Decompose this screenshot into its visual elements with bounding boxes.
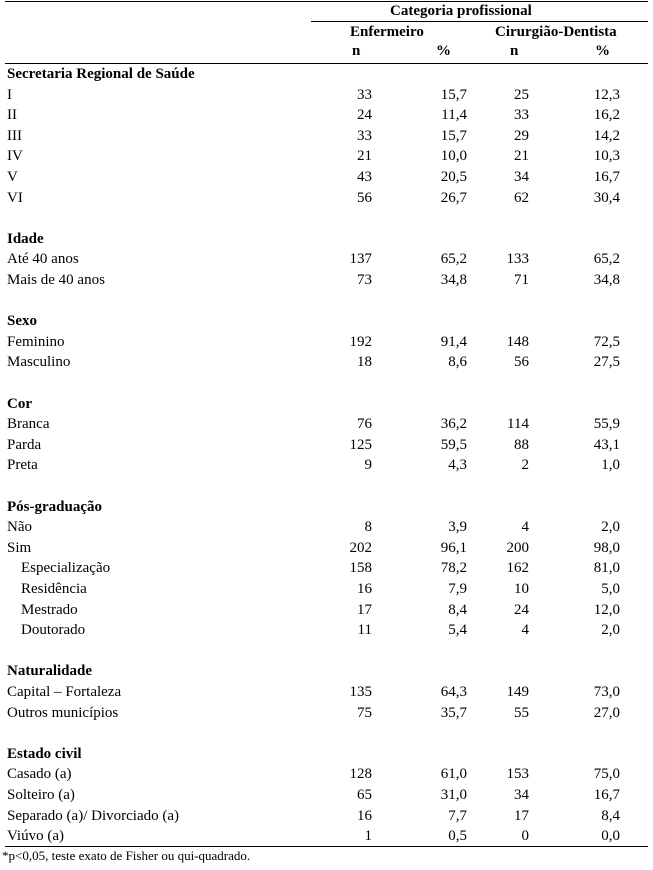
table-row bbox=[5, 332, 648, 353]
cell-n-enfermeiro: 128 bbox=[349, 766, 372, 783]
section-header-row bbox=[5, 497, 648, 518]
cell-pct-enfermeiro: 3,9 bbox=[448, 519, 467, 536]
cell-n-dentista: 114 bbox=[507, 416, 529, 433]
cell-pct-dentista: 10,3 bbox=[593, 148, 620, 165]
section-header-row bbox=[5, 661, 648, 682]
cell-pct-enfermeiro: 36,2 bbox=[440, 416, 467, 433]
spacer-row bbox=[5, 641, 648, 662]
cell-n-dentista: 4 bbox=[521, 519, 529, 536]
row-label: Capital – Fortaleza bbox=[7, 684, 122, 700]
row-label: Separado (a)/ Divorciado (a) bbox=[7, 807, 180, 824]
cell-pct-dentista: 2,0 bbox=[601, 519, 620, 536]
row-label: Parda bbox=[7, 436, 42, 453]
table-row bbox=[5, 352, 648, 373]
table-row bbox=[5, 806, 648, 827]
cell-pct-enfermeiro: 61,0 bbox=[440, 766, 467, 783]
cell-n-dentista: 17 bbox=[514, 807, 529, 824]
cell-n-enfermeiro: 8 bbox=[364, 519, 372, 536]
table-row bbox=[5, 188, 648, 209]
cell-pct-enfermeiro: 15,7 bbox=[440, 86, 467, 103]
cell-pct-enfermeiro: 0,5 bbox=[448, 828, 467, 845]
cell-pct-enfermeiro: 7,9 bbox=[448, 581, 467, 597]
cell-n-enfermeiro: 65 bbox=[357, 787, 372, 803]
cell-n-enfermeiro: 56 bbox=[357, 189, 372, 206]
table-row bbox=[5, 414, 648, 435]
cell-pct-dentista: 72,5 bbox=[593, 333, 620, 350]
section-title: Sexo bbox=[7, 313, 37, 330]
cell-n-dentista: 133 bbox=[506, 251, 529, 268]
cell-pct-enfermeiro: 5,4 bbox=[448, 622, 467, 639]
cell-n-dentista: 10 bbox=[514, 581, 529, 597]
row-label: I bbox=[7, 86, 12, 103]
cell-n-dentista: 21 bbox=[514, 148, 529, 165]
cell-n-enfermeiro: 16 bbox=[357, 807, 372, 824]
cell-n-enfermeiro: 1 bbox=[364, 828, 372, 845]
row-label: Casado (a) bbox=[7, 766, 72, 783]
cell-n-dentista: 34 bbox=[514, 169, 529, 185]
row-label: Solteiro (a) bbox=[7, 787, 75, 803]
table-row bbox=[5, 517, 648, 538]
row-label: V bbox=[7, 169, 18, 185]
column-header-pct-enfermeiro: % bbox=[436, 43, 451, 59]
table-row bbox=[5, 538, 648, 559]
row-label: Sim bbox=[7, 539, 32, 556]
cell-pct-dentista: 8,4 bbox=[601, 807, 620, 824]
section-title: Pós-graduação bbox=[7, 498, 102, 515]
cell-n-dentista: 71 bbox=[514, 272, 529, 288]
cell-pct-dentista: 5,0 bbox=[601, 581, 620, 597]
section-header-row bbox=[5, 394, 648, 415]
cell-pct-enfermeiro: 91,4 bbox=[440, 333, 467, 350]
spacer-row bbox=[5, 208, 648, 229]
cell-pct-dentista: 16,7 bbox=[593, 169, 620, 185]
row-label: Especialização bbox=[21, 560, 111, 577]
cell-n-dentista: 34 bbox=[514, 787, 529, 803]
cell-n-dentista: 200 bbox=[506, 539, 529, 556]
cell-n-dentista: 62 bbox=[514, 189, 529, 206]
column-header-cirurgiao-dentista: Cirurgião-Dentista bbox=[495, 24, 617, 40]
row-label: II bbox=[7, 107, 17, 124]
cell-n-enfermeiro: 17 bbox=[357, 601, 372, 618]
table-row bbox=[5, 249, 648, 270]
cell-pct-enfermeiro: 8,6 bbox=[448, 354, 467, 371]
row-label: Não bbox=[7, 519, 32, 536]
table-row bbox=[5, 270, 648, 291]
section-title: Idade bbox=[7, 230, 44, 247]
cell-pct-dentista: 55,9 bbox=[593, 416, 620, 433]
cell-n-dentista: 25 bbox=[514, 86, 529, 103]
column-header-n-dentista: n bbox=[510, 43, 519, 59]
cell-n-enfermeiro: 75 bbox=[357, 704, 372, 721]
cell-n-enfermeiro: 43 bbox=[357, 169, 372, 185]
bottom-rule bbox=[5, 846, 648, 847]
cell-n-enfermeiro: 202 bbox=[349, 539, 372, 556]
cell-n-dentista: 4 bbox=[521, 622, 529, 639]
cell-n-enfermeiro: 33 bbox=[357, 86, 372, 103]
cell-pct-enfermeiro: 78,2 bbox=[440, 560, 467, 577]
footnote: *p<0,05, teste exato de Fisher ou qui-quadrado. bbox=[2, 848, 251, 863]
cell-n-dentista: 148 bbox=[506, 333, 529, 350]
table-row bbox=[5, 682, 648, 703]
cell-pct-dentista: 12,3 bbox=[593, 86, 620, 103]
cell-pct-dentista: 14,2 bbox=[593, 127, 620, 144]
cell-n-enfermeiro: 33 bbox=[357, 127, 372, 144]
row-label: Feminino bbox=[7, 333, 65, 350]
row-label: Doutorado bbox=[21, 622, 86, 639]
cell-pct-enfermeiro: 34,8 bbox=[440, 272, 467, 288]
table-row bbox=[5, 435, 648, 456]
cell-n-enfermeiro: 73 bbox=[357, 272, 372, 288]
cell-pct-dentista: 1,0 bbox=[601, 457, 620, 474]
cell-pct-dentista: 73,0 bbox=[593, 684, 620, 700]
spacer-row bbox=[5, 723, 648, 744]
cell-pct-dentista: 43,1 bbox=[593, 436, 620, 453]
cell-n-enfermeiro: 125 bbox=[349, 436, 372, 453]
cell-n-dentista: 2 bbox=[521, 457, 529, 474]
cell-pct-dentista: 2,0 bbox=[601, 622, 620, 639]
row-label: IV bbox=[7, 148, 23, 165]
cell-n-dentista: 149 bbox=[506, 684, 529, 700]
cell-n-enfermeiro: 158 bbox=[349, 560, 372, 577]
cell-n-dentista: 153 bbox=[506, 766, 529, 783]
cell-n-enfermeiro: 18 bbox=[357, 354, 372, 371]
cell-pct-enfermeiro: 31,0 bbox=[440, 787, 467, 803]
cell-pct-enfermeiro: 96,1 bbox=[440, 539, 467, 556]
row-label: Residência bbox=[21, 581, 87, 597]
cell-pct-dentista: 16,2 bbox=[593, 107, 620, 124]
cell-pct-dentista: 16,7 bbox=[593, 787, 620, 803]
cell-n-dentista: 0 bbox=[521, 828, 529, 845]
table-row bbox=[5, 146, 648, 167]
cell-pct-dentista: 65,2 bbox=[593, 251, 620, 268]
cell-n-dentista: 24 bbox=[514, 601, 529, 618]
table-row bbox=[5, 558, 648, 579]
cell-pct-dentista: 98,0 bbox=[593, 539, 620, 556]
cell-pct-enfermeiro: 4,3 bbox=[448, 457, 467, 474]
cell-n-dentista: 162 bbox=[506, 560, 529, 577]
table-row bbox=[5, 600, 648, 621]
section-header-row bbox=[5, 744, 648, 765]
cell-pct-dentista: 0,0 bbox=[601, 828, 620, 845]
section-header-row bbox=[5, 229, 648, 250]
cell-n-dentista: 29 bbox=[514, 127, 529, 144]
cell-n-dentista: 88 bbox=[514, 436, 529, 453]
cell-pct-dentista: 27,0 bbox=[593, 704, 620, 721]
cell-pct-enfermeiro: 11,4 bbox=[441, 107, 467, 124]
column-group-header: Categoria profissional bbox=[390, 3, 532, 19]
cell-n-enfermeiro: 192 bbox=[349, 333, 372, 350]
spacer-row bbox=[5, 373, 648, 394]
row-label: Branca bbox=[7, 416, 50, 433]
table-row bbox=[5, 105, 648, 126]
cell-pct-enfermeiro: 15,7 bbox=[440, 127, 467, 144]
row-label: Mestrado bbox=[21, 601, 78, 618]
table-row bbox=[5, 126, 648, 147]
cell-n-dentista: 56 bbox=[514, 354, 529, 371]
table-row bbox=[5, 620, 648, 641]
cell-n-enfermeiro: 137 bbox=[349, 251, 372, 268]
cell-pct-dentista: 30,4 bbox=[593, 189, 620, 206]
cell-pct-enfermeiro: 59,5 bbox=[440, 436, 467, 453]
spacer-row bbox=[5, 291, 648, 312]
cell-n-enfermeiro: 135 bbox=[349, 684, 372, 700]
table-row bbox=[5, 826, 648, 847]
cell-n-enfermeiro: 11 bbox=[357, 622, 372, 639]
table-row bbox=[5, 167, 648, 188]
row-label: Mais de 40 anos bbox=[7, 272, 105, 288]
table-row bbox=[5, 455, 648, 476]
cell-pct-dentista: 75,0 bbox=[593, 766, 620, 783]
cell-n-enfermeiro: 9 bbox=[364, 457, 372, 474]
row-label: Outros municípios bbox=[7, 704, 119, 721]
row-label: III bbox=[7, 127, 22, 144]
table-row bbox=[5, 764, 648, 785]
section-header-row bbox=[5, 311, 648, 332]
section-title: Naturalidade bbox=[7, 663, 93, 680]
cell-pct-dentista: 27,5 bbox=[593, 354, 620, 371]
cell-pct-enfermeiro: 7,7 bbox=[448, 807, 467, 824]
column-header-pct-dentista: % bbox=[595, 43, 610, 59]
column-header-enfermeiro: Enfermeiro bbox=[350, 24, 424, 40]
section-title: Secretaria Regional de Saúde bbox=[7, 66, 195, 82]
cell-pct-enfermeiro: 64,3 bbox=[440, 684, 467, 700]
column-header-n-enfermeiro: n bbox=[352, 43, 361, 59]
row-label: VI bbox=[7, 189, 23, 206]
table-row bbox=[5, 785, 648, 806]
cell-pct-dentista: 34,8 bbox=[593, 272, 620, 288]
cell-pct-enfermeiro: 10,0 bbox=[440, 148, 467, 165]
section-title: Cor bbox=[7, 395, 32, 412]
cell-pct-enfermeiro: 26,7 bbox=[440, 189, 467, 206]
row-label: Preta bbox=[7, 457, 38, 474]
cell-n-enfermeiro: 76 bbox=[357, 416, 372, 433]
cell-pct-enfermeiro: 8,4 bbox=[448, 601, 467, 618]
row-label: Masculino bbox=[7, 354, 71, 371]
table-row bbox=[5, 703, 648, 724]
cell-pct-enfermeiro: 65,2 bbox=[440, 251, 467, 268]
cell-n-dentista: 55 bbox=[514, 704, 529, 721]
row-label: Até 40 anos bbox=[7, 251, 79, 268]
cell-pct-enfermeiro: 35,7 bbox=[440, 704, 467, 721]
table-row bbox=[5, 579, 648, 600]
cell-pct-dentista: 81,0 bbox=[593, 560, 620, 577]
cell-pct-enfermeiro: 20,5 bbox=[440, 169, 467, 185]
table-row bbox=[5, 85, 648, 106]
top-rule bbox=[5, 1, 648, 2]
section-title: Estado civil bbox=[7, 745, 82, 762]
group-rule bbox=[311, 21, 648, 22]
spacer-row bbox=[5, 476, 648, 497]
cell-n-enfermeiro: 21 bbox=[357, 148, 372, 165]
cell-n-enfermeiro: 24 bbox=[357, 107, 372, 124]
section-header-row bbox=[5, 64, 648, 85]
cell-n-dentista: 33 bbox=[514, 107, 529, 124]
cell-pct-dentista: 12,0 bbox=[593, 601, 620, 618]
row-label: Viúvo (a) bbox=[7, 828, 64, 845]
cell-n-enfermeiro: 16 bbox=[357, 581, 372, 597]
